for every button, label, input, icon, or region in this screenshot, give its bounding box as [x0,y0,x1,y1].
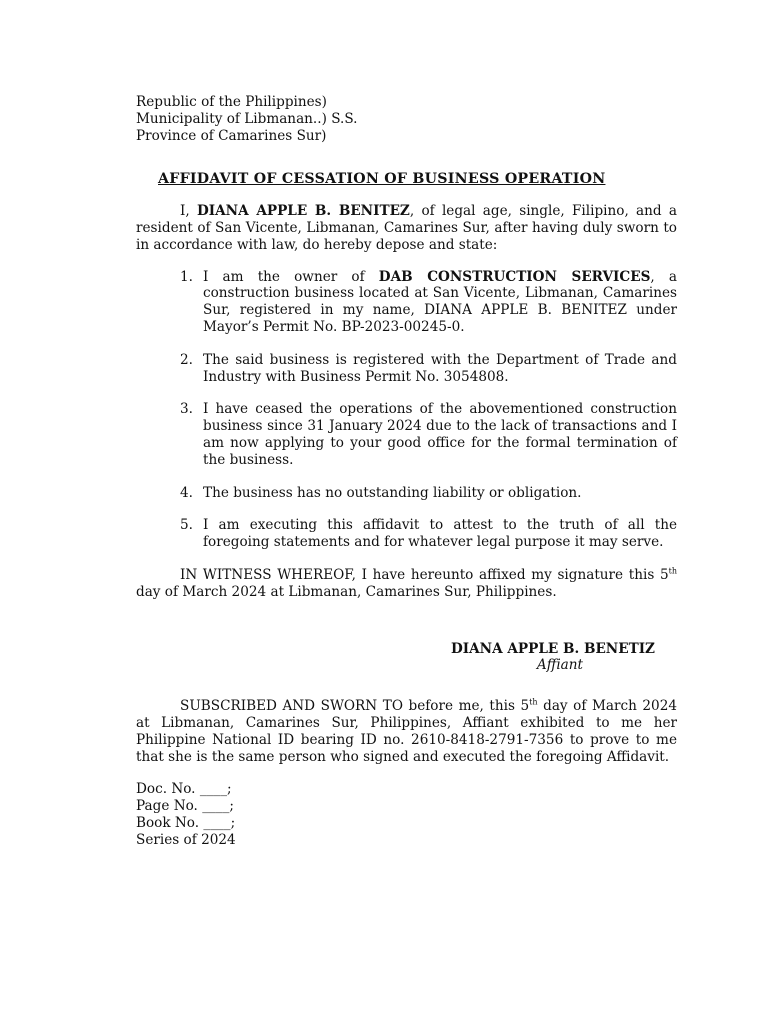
statement-item [136,517,677,551]
statement-number: 2. [180,351,193,368]
venue-block [136,94,677,144]
affiant-name: DIANA APPLE B. BENETIZ [450,640,655,657]
page-number: Page No. ____; [136,798,234,815]
statement-text-post: , a construction business located at San Vicente, Libmanan, Camarines Sur, registered in my name, DIANA APPLE B. BENITEZ under Mayor’s Permit No. BP-2023-00245-0. [203,268,677,335]
statement-text: The said business is registered with the Department of Trade and Industry with Business Permit No. 3054808. [203,351,677,385]
affiant-label: Affiant [536,657,583,674]
venue-line-republic: Republic of the Philippines) [136,94,327,110]
jurat-paragraph [136,698,677,765]
statement-number: 3. [180,401,193,418]
statement-number: 5. [180,517,193,534]
statement-item [136,269,677,336]
business-name: DAB CONSTRUCTION SERVICES [378,268,651,285]
intro-pre: I, [180,203,197,220]
statement-number: 1. [180,268,193,285]
statement-item [136,485,677,502]
venue-line-province: Province of Camarines Sur) [136,127,327,144]
statement-item [136,401,677,468]
jurat-ordinal: th [529,697,538,707]
intro-post: , of legal age, single, Filipino, and a resident of San Vicente, Libmanan, Camarines Sur, after having duly sworn to in accordance with law, do hereby depose and state: [136,203,677,253]
affiant-name-inline: DIANA APPLE B. BENITEZ [196,203,410,220]
venue-line-municipality: Municipality of Libmanan..) S.S. [136,110,358,127]
statement-text-pre: I am the owner of [203,268,379,285]
statement-text: The business has no outstanding liability or obligation. [203,484,582,501]
statement-item [136,352,677,386]
series-year: Series of 2024 [136,831,236,848]
statements-list [136,269,677,551]
document-title: AFFIDAVIT OF CESSATION OF BUSINESS OPERATION [158,171,606,188]
statement-text: I have ceased the operations of the abovementioned construction business since 31 January 2024 due to the lack of transactions and I am now applying to your good office for the formal termination of the business. [203,401,677,468]
jurat-post: day of March 2024 at Libmanan, Camarines Sur, Philippines, Affiant exhibited to me her Philippine National ID bearing ID no. 2610-8418-2791-7356 to prove to me that she is the same person who signed and executed the foregoing Affidavit. [136,698,677,765]
witness-paragraph [136,567,677,601]
intro-paragraph [136,203,677,253]
witness-pre: IN WITNESS WHEREOF, I have hereunto affixed my signature this 5 [180,566,669,583]
witness-post: day of March 2024 at Libmanan, Camarines Sur, Philippines. [136,583,557,600]
statement-text: I am executing this affidavit to attest to the truth of all the foregoing statements and for whatever legal purpose it may serve. [203,517,677,551]
doc-number: Doc. No. ____; [136,781,232,798]
notarial-register-block [136,781,677,848]
witness-ordinal: th [668,566,677,576]
document-page [136,94,677,849]
signature-block [136,641,677,675]
jurat-pre: SUBSCRIBED AND SWORN TO before me, this 5 [180,698,530,715]
book-number: Book No. ____; [136,814,236,831]
statement-number: 4. [180,484,193,501]
